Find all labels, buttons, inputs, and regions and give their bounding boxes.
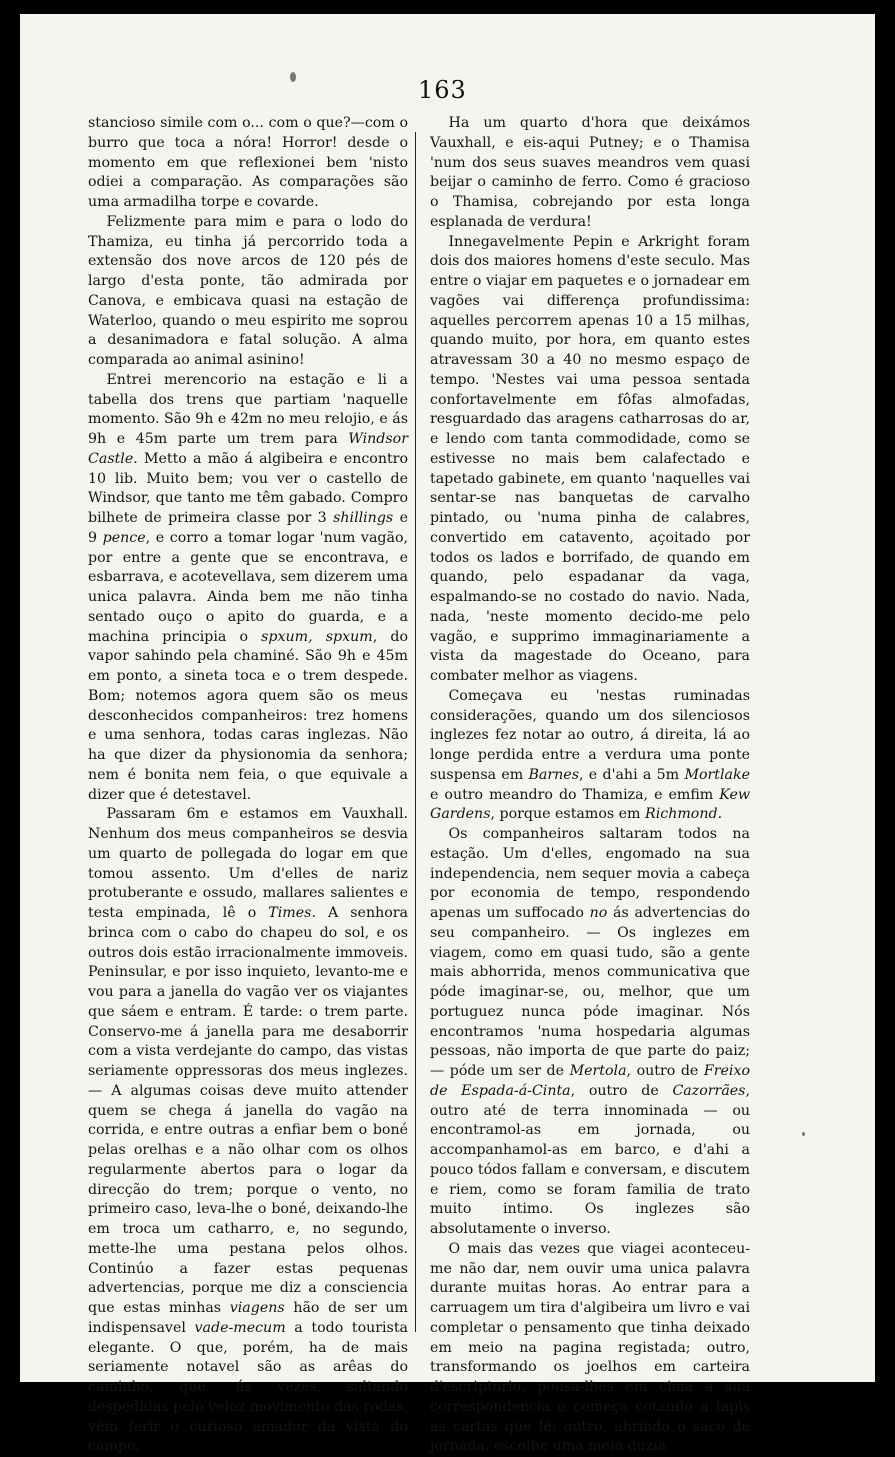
italic-text: spxum, spxum [261, 628, 373, 645]
italic-text: no [589, 905, 608, 921]
italic-text: Richmond [645, 806, 718, 823]
text-run: Felizmente para mim e para o lodo do Thamiza, eu tinha já percorrido toda a extensão dos nove arcos de 120 pés de largo d'esta ponte, tão admirada por Canova, e embicava quasi na estação de Waterloo, quando o meu espirito me soprou a desanimadora e fatal solução. A alma comparada ao animal asinino! [88, 213, 408, 368]
page-number: 163 [418, 76, 467, 104]
text-run: Começava eu 'nestas ruminadas considerações, quando um dos silenciosos inglezes fez notar ao outro, á direita, lá ao longe perdida entre a verdura uma ponte suspensa em [430, 687, 750, 783]
text-run: stancioso simile com o... com o que?—com o burro que toca a nóra! Horror! desde o momento em que reflexionei bem 'nisto odiei a comparação. As comparações são uma armadilha torpe e covarde. [88, 115, 408, 210]
text-run: . Metto a mão á algibeira e encontro 10 lib. Muito bem; vou ver o castello de Windsor, que tanto me têm gabado. Compro bilhete de primeira classe por 3 [88, 450, 408, 526]
text-run: , outro de [626, 1063, 704, 1079]
italic-text: Cazorrães [672, 1082, 746, 1099]
paragraph [88, 114, 408, 213]
italic-text: Windsor Castle [88, 431, 408, 467]
italic-text: Barnes [528, 766, 579, 783]
column-divider [415, 132, 416, 1332]
text-run: hão de ser um indispensavel [88, 1300, 408, 1336]
paragraph [88, 213, 408, 371]
text-run: O mais das vezes que viagei aconteceu-me não dar, nem ouvir uma unica palavra durante muitas horas. Ao entrar para a carruagem um tira d'algibeira um livro e vai completar o pensamento que tinha deixado em meio na pagina registada; outro, transformando os joelhos em carteira d'escriptorio, pousa-lhes em cima a sua correspondencia e começa cotando a lapis as cartas que lê; outro, abrindo o saco de jornada, escolhe uma meia duzia [430, 1240, 750, 1455]
text-run: Os companheiros saltaram todos na estação. Um d'elles, engomado na sua independencia, nem sequer movia a cabeça por economia de tempo, respondendo apenas um suffocado [430, 826, 750, 921]
book-page [20, 14, 875, 1455]
paragraph [430, 114, 750, 233]
text-run: Passaram 6m e estamos em Vauxhall. Nenhum dos meus companheiros se desvia um quarto de pollegada do logar em que tomou assento. Um d'elles de nariz protuberante e ossudo, mallares salientes e testa empinada, lê o [88, 806, 408, 921]
paragraph [430, 687, 750, 825]
text-run: e 9 [88, 510, 408, 546]
text-run: a todo tourista elegante. O que, porém, ha de mais seriamente notavel são as arêas do caminho, que, ás vezes, saltando despedidas pelo veloz movimento das rodas, vêm ferir o curioso amador da vista do campo. [88, 1319, 409, 1455]
text-run: , e corro a tomar logar 'num vagão, por entre a gente que se encontrava, e esbarrava, e acotevellava, sem dizerem uma unica palavra. Ainda bem me não tinha sentado ouço o apito do guarda, e a machina principia o [88, 529, 408, 645]
paragraph [430, 825, 750, 1240]
text-run: . A senhora brinca com o cabo do chapeu do sol, e os outros dois estão irracionalmente immoveis. Peninsular, e por isso inquieto, levanto-me e vou para a janella do vagão ver os viajantes que sáem e entram. É tarde: o trem parte. Conservo-me á janella para me desaborrir com a vista verdejante do campo, das vistas seriamente oppressoras dos meus inglezes. — A algumas coisas deve muito attender quem se chega á janella do vagão na corrida, e entre outras a enfiar bem o boné pelas orelhas e a não olhar com os olhos regularmente abertos para o logar da direcção do trem; porque o vento, no primeiro caso, leva-lhe o boné, deixando-lhe em troca um catharro, e, no segundo, mette-lhe uma pestana pelos olhos. Continúo a fazer estas pequenas advertencias, porque me diz a consciencia que estas minhas [88, 905, 409, 1316]
text-run: Entrei merencorio na estação e li a tabella dos trens que partiam 'naquelle momento. São 9h e 42m no meu relojio, e ás 9h e 45m parte um trem para [88, 371, 408, 447]
text-run: Ha um quarto d'hora que deixámos Vauxhall, e eis-aqui Putney; e o Thamisa 'num dos seus suaves meandros vem quasi beijar o caminho de ferro. Como é gracioso o Thamisa, cobrejando por esta longa esplanada de verdura! [430, 115, 750, 230]
italic-text: Mertola [569, 1063, 627, 1079]
text-run: e outro meandro do Thamiza, e emfim [430, 786, 720, 803]
text-run: , outro até de terra innominada — ou encontramol-as em jornada, ou accompanhamol-as em barco, e d'ahi a pouco tódos fallam e conversam, e discutem e riem, como se foram familia de trato muito intimo. Os inglezes são absolutamente o inverso. [430, 1082, 750, 1237]
italic-text: shillings [333, 510, 394, 526]
text-run: , outro de [570, 1082, 673, 1099]
paragraph [430, 233, 750, 687]
italic-text: vade-mecum [194, 1319, 286, 1336]
italic-text: pence [102, 529, 146, 546]
left-column [88, 114, 408, 1457]
paragraph [88, 371, 408, 806]
right-column [430, 114, 750, 1457]
text-run: , do vapor sahindo pela chaminé. São 9h e 45m em ponto, a sineta toca e o trem despede. Bom; notemos agora quem são os meus desconhecidos companheiros: trez homens e uma senhora, todas caras inglezas. Não ha que dizer da physionomia da senhora; nem é bonita nem feia, o que equivale a dizer que é detestavel. [88, 628, 408, 803]
italic-text: viagens [229, 1300, 285, 1316]
text-run: Innegavelmente Pepin e Arkright foram dois dos maiores homens d'este seculo. Mas entre o viajar em paquetes e o jornadear em vagões vai differença profundissima: aquelles percorrem apenas 10 a 15 milhas, quando muito, por hora, em quanto estes atravessam 30 a 40 no mesmo espaço de tempo. 'Nestes vai uma pessoa sentada confortavelmente em fôfas almofadas, resguardado das aragens catharrosas do ar, e lendo com tanta commodidade, como se estivesse no mais bem calafectado e tapetado gabinete, em quanto 'naquelles vai sentar-se nas banquetas de carvalho pintado, ou 'numa pinha de calabres, convertido em catavento, açoitado por todos os lados e borrifado, de quando em quando, pelo espadanar da vaga, espalmando-se no costado do navio. Nada, nada, 'neste momento decido-me pelo vagão, e supprimo immaginariamente a vista da magestade do Oceano, para combater melhor as viagens. [430, 233, 750, 684]
paragraph [430, 1240, 750, 1457]
paragraph [88, 805, 408, 1457]
italic-text: Kew Gardens [430, 786, 750, 823]
ink-speck [290, 72, 296, 82]
text-run: , e d'ahi a 5m [578, 766, 685, 783]
text-run: ás advertencias do seu companheiro. — Os inglezes em viagem, como em quasi tudo, são a gente mais abhorrida, menos communicativa que póde imaginar-se, ou, melhor, que um portuguez nunca póde imaginar. Nós encontramos 'numa hospedaria algumas pessoas, não importa de que parte do paiz; — póde um ser de [430, 905, 750, 1079]
italic-text: Mortlake [684, 766, 750, 783]
ink-speck [802, 1132, 805, 1136]
italic-text: Freixo de Espada-á-Cinta [430, 1063, 750, 1099]
italic-text: Times [268, 905, 312, 921]
text-run: . [717, 806, 723, 823]
text-run: , porque estamos em [490, 806, 646, 823]
